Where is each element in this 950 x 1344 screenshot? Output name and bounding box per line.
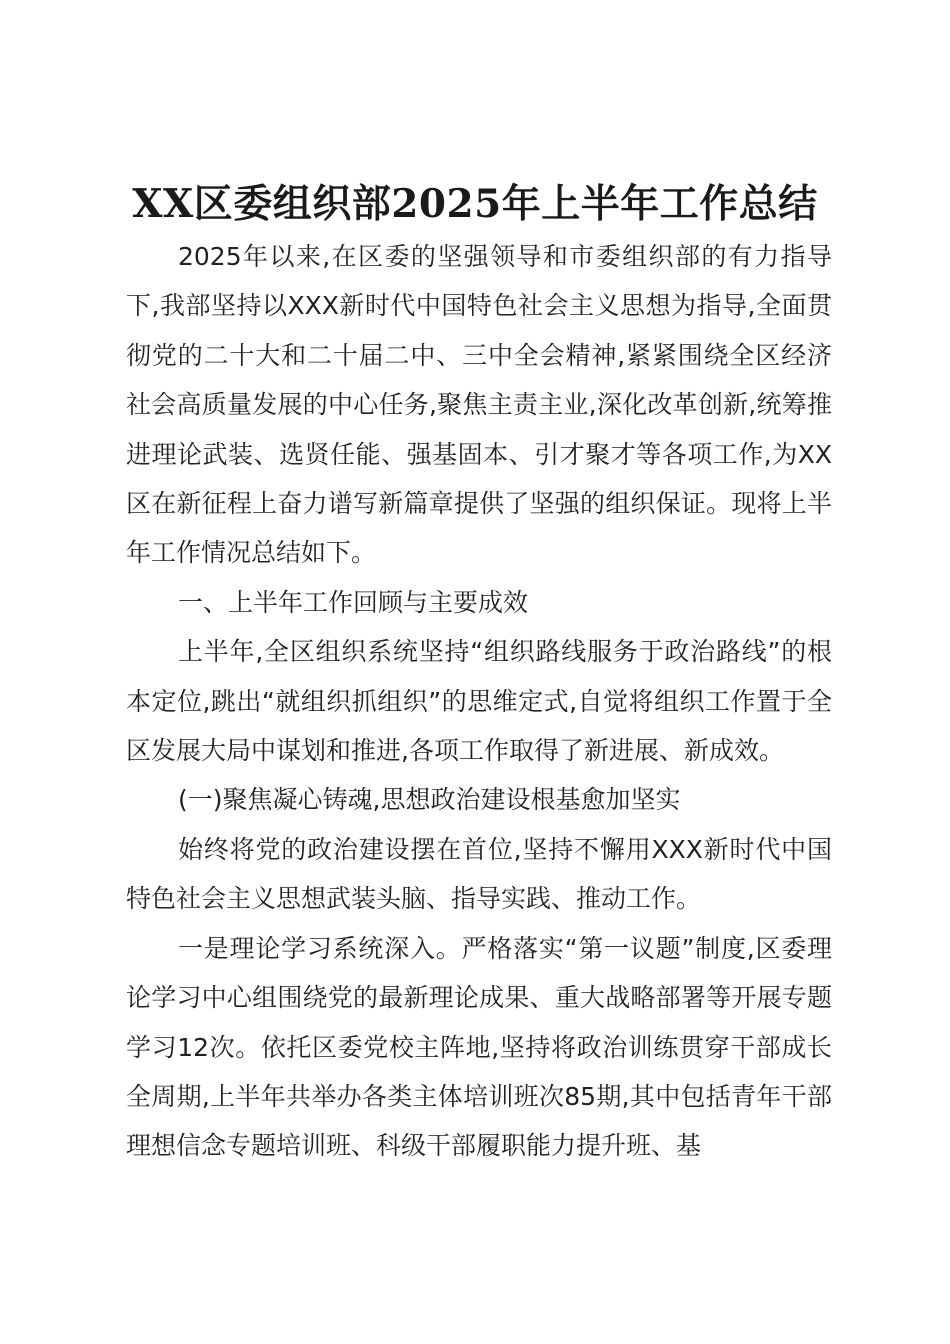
paragraph-subsection-1-intro: 始终将党的政治建设摆在首位,坚持不懈用XXX新时代中国特色社会主义思想武装头脑、指导实践、推动工作。 [126,834,832,914]
paragraph-theory-study: 一是理论学习系统深入。严格落实“第一议题”制度,区委理论学习中心组围绕党的最新理论成果、重大战略部署等开展专题学习12次。依托区委党校主阵地,坚持将政治训练贯穿干部成长全周期,上半年共举办各类主体培训班次85期,其中包括青年干部理想信念专题培训班、科级干部履职能力提升班、基 [126,933,832,1161]
paragraph-section-1-summary: 上半年,全区组织系统坚持“组织路线服务于政治路线”的根本定位,跳出“就组织抓组织”的思维定式,自觉将组织工作置于全区发展大局中谋划和推进,各项工作取得了新进展、新成效。 [126,637,832,766]
document-title: XX区委组织部2025年上半年工作总结 [132,181,818,227]
subsection-heading-1: (一)聚焦凝心铸魂,思想政治建设根基愈加坚实 [178,785,681,815]
document-body [126,232,832,1171]
section-heading-1: 一、上半年工作回顾与主要成效 [178,587,529,617]
paragraph-intro: 2025年以来,在区委的坚强领导和市委组织部的有力指导下,我部坚持以XXX新时代中国特色社会主义思想为指导,全面贯彻党的二十大和二十届二中、三中全会精神,紧紧围绕全区经济社会高质量发展的中心任务,聚焦主责主业,深化改革创新,统筹推进理论武装、选贤任能、强基固本、引才聚才等各项工作,为XX区在新征程上奋力谱写新篇章提供了坚强的组织保证。现将上半年工作情况总结如下。 [126,242,832,568]
